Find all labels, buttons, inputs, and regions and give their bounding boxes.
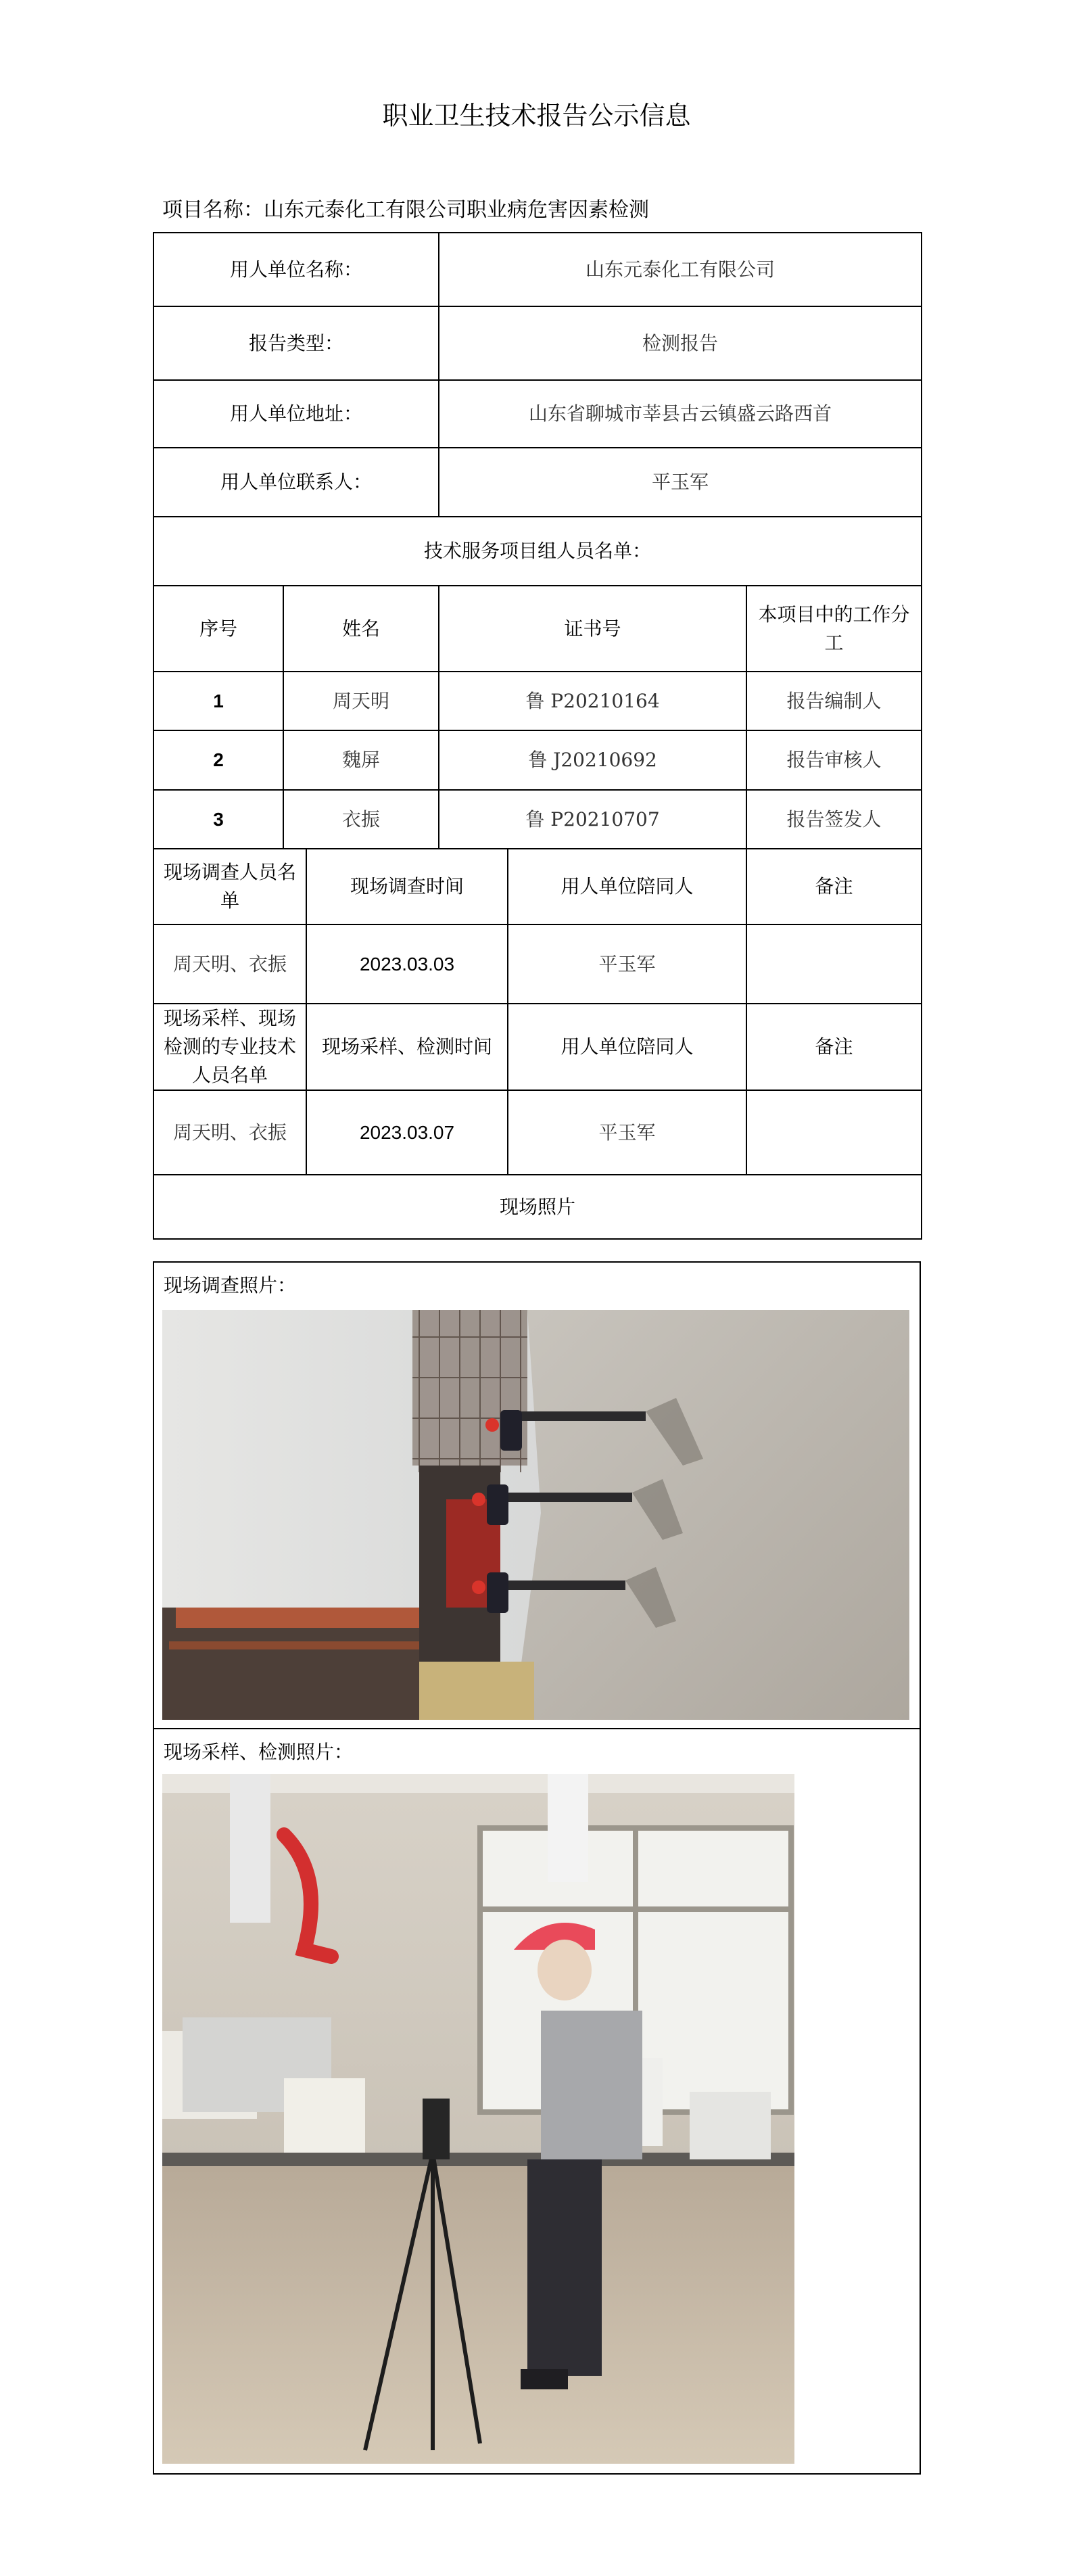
team-row-no: 2 [153, 730, 283, 790]
sampling-photo [162, 1774, 794, 2464]
contact-label: 用人单位联系人： [153, 448, 439, 517]
survey-note [746, 924, 922, 1004]
team-header-role: 本项目中的工作分工 [746, 586, 922, 672]
address-label: 用人单位地址： [153, 380, 439, 448]
sampling-header-staff: 现场采样、现场检测的专业技术人员名单 [153, 1004, 306, 1090]
survey-escort: 平玉军 [508, 924, 746, 1004]
team-header-name: 姓名 [283, 586, 439, 672]
team-row-name: 周天明 [283, 672, 439, 730]
survey-header-staff: 现场调查人员名单 [153, 849, 306, 924]
survey-photo-section [153, 1261, 921, 1732]
project-name: 项目名称：山东元泰化工有限公司职业病危害因素检测 [162, 198, 649, 222]
survey-photo-label: 现场调查照片： [164, 1274, 297, 1296]
team-row-no: 1 [153, 672, 283, 730]
survey-photo [162, 1310, 909, 1720]
sampling-note [746, 1090, 922, 1175]
sampling-time: 2023.03.07 [306, 1090, 508, 1175]
team-row-cert: 鲁 J20210692 [439, 730, 746, 790]
report-type-label: 报告类型： [153, 306, 439, 380]
survey-time: 2023.03.03 [306, 924, 508, 1004]
survey-header-time: 现场调查时间 [306, 849, 508, 924]
team-row-name: 衣振 [283, 790, 439, 849]
team-row-role: 报告签发人 [746, 790, 922, 849]
sampling-header-escort: 用人单位陪同人 [508, 1004, 746, 1090]
address-value: 山东省聊城市莘县古云镇盛云路西首 [439, 380, 922, 448]
team-row-cert: 鲁 P20210707 [439, 790, 746, 849]
employer-label: 用人单位名称： [153, 233, 439, 306]
team-header-no: 序号 [153, 586, 283, 672]
report-info-table [153, 232, 922, 1240]
page-title: 职业卫生技术报告公示信息 [382, 101, 691, 131]
table-row [153, 790, 922, 849]
survey-staff: 周天明、衣振 [153, 924, 306, 1004]
team-row-role: 报告编制人 [746, 672, 922, 730]
table-row [153, 730, 922, 790]
sampling-staff: 周天明、衣振 [153, 1090, 306, 1175]
sampling-header-time: 现场采样、检测时间 [306, 1004, 508, 1090]
survey-header-note: 备注 [746, 849, 922, 924]
team-row-name: 魏屏 [283, 730, 439, 790]
team-row-role: 报告审核人 [746, 730, 922, 790]
team-row-no: 3 [153, 790, 283, 849]
team-header-cert: 证书号 [439, 586, 746, 672]
photos-heading: 现场照片 [153, 1175, 922, 1239]
team-row-cert: 鲁 P20210164 [439, 672, 746, 730]
sampling-escort: 平玉军 [508, 1090, 746, 1175]
survey-header-escort: 用人单位陪同人 [508, 849, 746, 924]
contact-value: 平玉军 [439, 448, 922, 517]
sampling-photo-section [153, 1728, 921, 2475]
sampling-photo-label: 现场采样、检测照片： [164, 1741, 354, 1763]
report-type-value: 检测报告 [439, 306, 922, 380]
employer-value: 山东元泰化工有限公司 [439, 233, 922, 306]
sampling-header-note: 备注 [746, 1004, 922, 1090]
table-row [153, 672, 922, 730]
team-heading: 技术服务项目组人员名单： [153, 517, 922, 586]
